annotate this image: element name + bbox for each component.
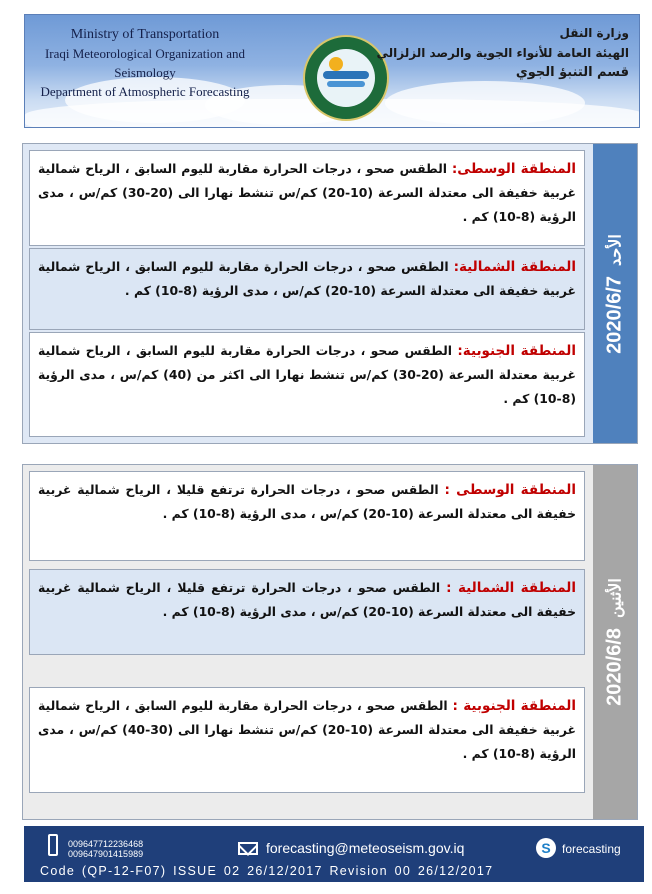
region-north-day1 [29,248,585,330]
date-label [604,578,627,706]
date-bar-day2 [593,465,637,819]
skype-icon: S [536,838,556,858]
region-north-day2 [29,569,585,655]
region-name: المنطقة الجنوبية : [452,698,576,714]
document-code-line: Code (QP-12-F07) ISSUE 02 26/12/2017 Revision 00 26/12/2017 [40,864,494,878]
phone-icon [48,834,58,856]
forecast-day-2 [22,464,638,820]
department-name-ar: قسم التنبؤ الجوي [515,65,629,80]
ministry-name-en: Ministry of Transportation [70,27,220,42]
skype-handle[interactable]: forecasting [562,842,621,856]
region-name: المنطقة الجنوبية: [457,343,576,359]
sun-icon [329,57,343,71]
region-forecast-text: الطقس صحو ، درجات الحرارة ترتفع قليلا ، الرياح شمالية غربية خفيفة الى معتدلة السرعة (10-20) كم/س ، مدى الرؤية (8-10) كم . [38,482,576,521]
header-banner [24,14,640,128]
organization-name-en: Iraqi Meteorological Organization and Seismology [44,46,246,80]
region-forecast-text: الطقس صحو ، درجات الحرارة مقاربة لليوم السابق ، الرياح شمالية غربية خفيفة الى معتدلة السرعة (10-20) كم/س تنشط نهارا الى (20-30) كم/س ، مدى الرؤية (8-10) كم . [38,161,576,224]
phone-number: 009647712236468 [68,839,144,849]
header-english [35,25,255,101]
region-name: المنطقة الشمالية : [446,580,576,596]
region-name: المنطقة الشمالية: [453,259,576,275]
date-value: 2020/6/8 [603,628,626,706]
region-south-day1 [29,332,585,437]
organization-name-ar: الهيئة العامة للأنواء الجوية والرصد الزلزالي [376,46,629,60]
region-forecast-text: الطقس صحو ، درجات الحرارة ترتفع قليلا ، الرياح شمالية غربية خفيفة الى معتدلة السرعة (10-20) كم/س ، مدى الرؤية (8-10) كم . [38,580,576,619]
region-forecast-text: الطقس صحو ، درجات الحرارة مقاربة لليوم السابق ، الرياح شمالية غربية خفيفة الى معتدلة السرعة (10-20) كم/س تنشط نهارا الى (30-40) كم/س ، مدى الرؤية (8-10) كم . [38,698,576,761]
region-forecast-text: الطقس صحو ، درجات الحرارة مقاربة لليوم السابق ، الرياح شمالية غربية معتدلة السرعة (20-30) كم/س تنشط نهارا الى اكثر من (40) كم/س ، مدى الرؤية (8-10) كم . [38,343,576,406]
day-name: الأثنين [607,578,625,618]
region-south-day2 [29,687,585,793]
phone-numbers [68,839,143,859]
date-label [604,234,627,354]
email-link[interactable]: forecasting@meteoseism.gov.iq [266,840,465,856]
region-central-day2 [29,471,585,561]
region-forecast-text: الطقس صحو ، درجات الحرارة مقاربة لليوم السابق ، الرياح شمالية غربية خفيفة الى معتدلة السرعة (10-20) كم/س ، مدى الرؤية (8-10) كم . [38,259,576,298]
phone-number: 009647901415989 [68,849,144,859]
date-value: 2020/6/7 [603,275,626,354]
header-arabic [377,23,629,83]
mail-icon [238,842,258,855]
day-name: الأحد [607,233,625,266]
ministry-name-ar: وزارة النقل [559,26,629,40]
region-name: المنطقة الوسطى: [451,161,576,177]
footer-bar [24,826,644,882]
forecast-day-1 [22,143,638,444]
region-central-day1 [29,150,585,246]
region-name: المنطقة الوسطى : [444,482,576,498]
date-bar-day1 [593,144,637,443]
department-name-en: Department of Atmospheric Forecasting [40,84,250,99]
